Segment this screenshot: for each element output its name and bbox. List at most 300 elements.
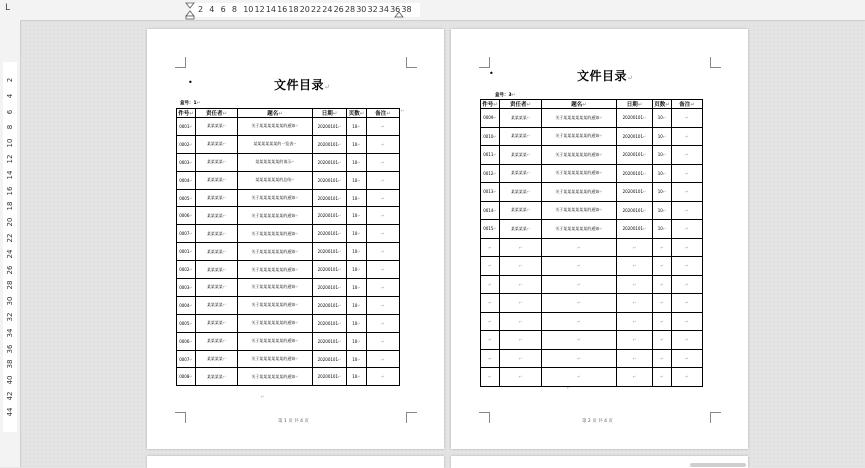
table-cell[interactable] <box>481 164 500 183</box>
table-cell[interactable] <box>238 207 313 225</box>
catalog-table[interactable] <box>480 99 703 387</box>
cell-text: 某某某某 <box>510 207 527 213</box>
table-row[interactable] <box>177 314 400 332</box>
table-cell[interactable] <box>177 261 196 279</box>
table-cell[interactable] <box>196 153 238 171</box>
table-row[interactable] <box>481 201 703 220</box>
table-row[interactable] <box>481 109 703 128</box>
cell-text: 10 <box>352 374 358 380</box>
table-row[interactable] <box>481 275 703 294</box>
table-row[interactable] <box>481 312 703 331</box>
table-cell[interactable] <box>347 118 367 136</box>
table-cell[interactable] <box>196 261 238 279</box>
table-cell[interactable] <box>238 225 313 243</box>
ruler-tick-label: 4 <box>6 93 14 99</box>
catalog-table[interactable] <box>176 108 400 386</box>
table-cell[interactable] <box>177 368 196 386</box>
table-cell[interactable] <box>653 275 672 294</box>
paragraph-mark-icon: ↵ <box>357 177 361 183</box>
horizontal-ruler[interactable] <box>20 0 865 21</box>
table-cell[interactable] <box>347 243 367 261</box>
list-bullet: • <box>188 78 193 87</box>
table-cell[interactable] <box>672 127 703 146</box>
cell-text: 10 <box>352 320 358 326</box>
table-cell[interactable] <box>500 183 542 202</box>
table-cell[interactable] <box>500 238 542 257</box>
table-cell[interactable] <box>672 294 703 313</box>
table-cell[interactable] <box>672 164 703 183</box>
column-header[interactable] <box>367 109 400 118</box>
paragraph-mark-icon: ↵ <box>577 281 581 287</box>
table-cell[interactable] <box>177 225 196 243</box>
table-cell[interactable] <box>617 146 653 165</box>
paragraph-mark-icon: ↵ <box>690 102 695 108</box>
table-cell[interactable] <box>238 153 313 171</box>
table-cell[interactable] <box>500 164 542 183</box>
table-cell[interactable] <box>313 368 347 386</box>
table-row[interactable] <box>481 183 703 202</box>
table-cell[interactable] <box>617 220 653 239</box>
table-cell[interactable] <box>177 279 196 297</box>
table-cell[interactable] <box>367 189 400 207</box>
tab-stop-icon[interactable]: L <box>5 3 11 13</box>
table-cell[interactable] <box>238 350 313 368</box>
table-cell[interactable] <box>177 189 196 207</box>
table-cell[interactable] <box>672 257 703 276</box>
paragraph-mark-icon: ↵ <box>357 302 361 308</box>
paragraph-mark-icon: ↵ <box>632 281 637 287</box>
table-cell[interactable] <box>196 189 238 207</box>
table-cell[interactable] <box>617 368 653 387</box>
table-cell[interactable] <box>367 332 400 350</box>
table-cell[interactable] <box>238 332 313 350</box>
table-cell[interactable] <box>367 153 400 171</box>
paragraph-mark-icon: ↵ <box>293 141 297 147</box>
table-cell[interactable] <box>367 279 400 297</box>
table-cell[interactable] <box>313 189 347 207</box>
table-cell[interactable] <box>313 243 347 261</box>
table-cell[interactable] <box>672 183 703 202</box>
paragraph-mark-icon: ↵ <box>381 177 385 183</box>
table-cell[interactable] <box>177 350 196 368</box>
table-cell[interactable] <box>481 238 500 257</box>
paragraph-mark-icon: ↵ <box>295 284 299 290</box>
cell-text: 某某某某 <box>206 284 223 290</box>
table-cell[interactable] <box>313 261 347 279</box>
table-cell[interactable] <box>196 171 238 189</box>
table-cell[interactable] <box>500 275 542 294</box>
page-footer[interactable]: 第 2 页 共 4 页 <box>582 419 613 424</box>
table-row[interactable] <box>481 257 703 276</box>
table-cell[interactable] <box>542 312 617 331</box>
paragraph-mark-icon: ↵ <box>295 266 299 272</box>
cell-text: 关于某某某某某某的通知 <box>251 123 296 129</box>
paragraph-mark-icon: ↵ <box>685 263 689 269</box>
right-indent-marker-icon[interactable] <box>394 0 406 20</box>
table-cell[interactable] <box>653 164 672 183</box>
table-cell[interactable] <box>672 201 703 220</box>
table-cell[interactable] <box>347 153 367 171</box>
table-cell[interactable] <box>617 238 653 257</box>
table-cell[interactable] <box>500 349 542 368</box>
table-row[interactable] <box>177 135 400 153</box>
column-header[interactable] <box>617 100 653 109</box>
table-row[interactable] <box>177 350 400 368</box>
cell-text: 10 <box>657 115 663 121</box>
table-cell[interactable] <box>617 331 653 350</box>
cell-text: 某某某某 <box>206 141 223 147</box>
table-cell[interactable] <box>500 146 542 165</box>
paragraph-mark-icon: ↵ <box>338 249 342 255</box>
table-cell[interactable] <box>347 189 367 207</box>
cell-text: 20200101 <box>622 152 643 158</box>
table-cell[interactable] <box>672 349 703 368</box>
table-cell[interactable] <box>653 220 672 239</box>
table-cell[interactable] <box>481 312 500 331</box>
table-cell[interactable] <box>500 257 542 276</box>
table-cell[interactable] <box>313 207 347 225</box>
table-cell[interactable] <box>196 118 238 136</box>
column-header[interactable] <box>653 100 672 109</box>
table-cell[interactable] <box>653 312 672 331</box>
table-cell[interactable] <box>196 332 238 350</box>
document-page-2[interactable] <box>451 29 748 449</box>
table-cell[interactable] <box>500 109 542 128</box>
table-cell[interactable] <box>347 350 367 368</box>
table-row[interactable] <box>177 118 400 136</box>
table-cell[interactable] <box>238 261 313 279</box>
column-header[interactable] <box>313 109 347 118</box>
table-cell[interactable] <box>313 314 347 332</box>
table-cell[interactable] <box>313 225 347 243</box>
table-cell[interactable] <box>617 183 653 202</box>
table-cell[interactable] <box>481 294 500 313</box>
paragraph-mark-icon: ↵ <box>295 212 299 218</box>
table-row[interactable] <box>481 164 703 183</box>
table-row[interactable] <box>481 349 703 368</box>
table-row[interactable] <box>177 153 400 171</box>
table-cell[interactable] <box>481 183 500 202</box>
table-cell[interactable] <box>500 312 542 331</box>
table-cell[interactable] <box>542 127 617 146</box>
document-page-3[interactable] <box>147 456 444 468</box>
table-cell[interactable] <box>177 118 196 136</box>
table-row[interactable] <box>177 368 400 386</box>
cell-text: 某某某某 <box>206 177 223 183</box>
table-cell[interactable] <box>367 171 400 189</box>
paragraph-mark-icon: ↵ <box>189 374 193 380</box>
table-row[interactable] <box>481 220 703 239</box>
paragraph-mark-icon: ↵ <box>632 263 637 269</box>
table-cell[interactable] <box>672 109 703 128</box>
table-cell[interactable] <box>347 225 367 243</box>
table-row[interactable] <box>177 261 400 279</box>
cell-text: 0001 <box>179 123 190 129</box>
table-cell[interactable] <box>177 153 196 171</box>
paragraph-mark-icon: ↵ <box>493 189 497 195</box>
table-row[interactable] <box>177 279 400 297</box>
cell-text: 某某某某某某的总结 <box>255 177 292 183</box>
table-cell[interactable] <box>313 350 347 368</box>
table-cell[interactable] <box>500 220 542 239</box>
table-cell[interactable] <box>196 350 238 368</box>
table-row[interactable] <box>177 296 400 314</box>
table-cell[interactable] <box>367 296 400 314</box>
table-cell[interactable] <box>542 238 617 257</box>
table-cell[interactable] <box>617 312 653 331</box>
table-cell[interactable] <box>672 146 703 165</box>
table-cell[interactable] <box>617 164 653 183</box>
table-cell[interactable] <box>481 368 500 387</box>
table-cell[interactable] <box>542 146 617 165</box>
paragraph-mark-icon: ↵ <box>338 177 342 183</box>
cell-text: 10 <box>352 123 358 129</box>
table-cell[interactable] <box>653 294 672 313</box>
paragraph-mark-icon: ↵ <box>632 374 637 380</box>
table-cell[interactable] <box>672 238 703 257</box>
table-cell[interactable] <box>238 118 313 136</box>
cell-text: 0003 <box>179 284 190 290</box>
paragraph-mark-icon: ↵ <box>359 111 365 117</box>
table-cell[interactable] <box>500 201 542 220</box>
table-cell[interactable] <box>481 127 500 146</box>
table-cell[interactable] <box>672 220 703 239</box>
table-cell[interactable] <box>347 135 367 153</box>
table-cell[interactable] <box>238 296 313 314</box>
table-cell[interactable] <box>196 296 238 314</box>
table-cell[interactable] <box>542 257 617 276</box>
table-cell[interactable] <box>653 146 672 165</box>
paragraph-mark-icon: ↵ <box>511 93 516 98</box>
table-cell[interactable] <box>617 127 653 146</box>
table-row[interactable] <box>177 189 400 207</box>
table-cell[interactable] <box>177 207 196 225</box>
table-cell[interactable] <box>617 201 653 220</box>
table-cell[interactable] <box>177 314 196 332</box>
table-cell[interactable] <box>653 109 672 128</box>
table-row[interactable] <box>481 331 703 350</box>
page-title[interactable]: 文件目录↵ <box>274 78 331 92</box>
cell-text: 20200101 <box>622 226 643 232</box>
table-cell[interactable] <box>481 331 500 350</box>
table-cell[interactable] <box>367 207 400 225</box>
column-header[interactable] <box>542 100 617 109</box>
paragraph-mark-icon: ↵ <box>338 356 342 362</box>
table-cell[interactable] <box>481 146 500 165</box>
table-cell[interactable] <box>347 207 367 225</box>
cell-text: 某某某某 <box>206 230 223 236</box>
column-header[interactable] <box>196 109 238 118</box>
cell-text: 20200101 <box>622 189 643 195</box>
table-row[interactable] <box>177 171 400 189</box>
cell-text: 0006 <box>179 213 190 219</box>
table-cell[interactable] <box>313 118 347 136</box>
document-page-1[interactable] <box>147 29 444 449</box>
volume-label[interactable]: 盒号：3↵ <box>495 93 516 98</box>
table-cell[interactable] <box>617 294 653 313</box>
table-cell[interactable] <box>481 109 500 128</box>
column-header[interactable] <box>500 100 542 109</box>
table-cell[interactable] <box>653 183 672 202</box>
table-cell[interactable] <box>313 279 347 297</box>
table-cell[interactable] <box>653 349 672 368</box>
table-row[interactable] <box>481 294 703 313</box>
table-cell[interactable] <box>196 135 238 153</box>
indent-marker-icon[interactable] <box>185 0 197 20</box>
tab-selector[interactable] <box>0 0 20 20</box>
paragraph-mark-icon: ↵ <box>685 170 689 176</box>
table-cell[interactable] <box>313 296 347 314</box>
table-cell[interactable] <box>500 368 542 387</box>
table-row[interactable] <box>481 146 703 165</box>
column-header[interactable] <box>238 109 313 118</box>
table-cell[interactable] <box>177 135 196 153</box>
table-cell[interactable] <box>313 153 347 171</box>
table-cell[interactable] <box>313 171 347 189</box>
table-cell[interactable] <box>177 243 196 261</box>
table-cell[interactable] <box>500 294 542 313</box>
ruler-tick-label: 36 <box>6 344 14 354</box>
table-cell[interactable] <box>617 109 653 128</box>
table-cell[interactable] <box>672 331 703 350</box>
page-footer[interactable]: 第 1 页 共 4 页 <box>278 419 309 424</box>
table-cell[interactable] <box>672 368 703 387</box>
table-cell[interactable] <box>238 171 313 189</box>
paragraph-mark-icon: ↵ <box>357 159 361 165</box>
table-cell[interactable] <box>196 368 238 386</box>
table-cell[interactable] <box>542 201 617 220</box>
page-title[interactable]: 文件目录↵ <box>577 69 634 83</box>
table-cell[interactable] <box>672 312 703 331</box>
table-cell[interactable] <box>177 171 196 189</box>
table-cell[interactable] <box>238 368 313 386</box>
table-cell[interactable] <box>481 257 500 276</box>
table-cell[interactable] <box>238 314 313 332</box>
paragraph-mark-icon: ↵ <box>357 231 361 237</box>
table-cell[interactable] <box>500 331 542 350</box>
cell-text: 某某某某 <box>510 133 527 139</box>
table-row[interactable] <box>177 225 400 243</box>
table-cell[interactable] <box>367 314 400 332</box>
column-header[interactable] <box>177 109 196 118</box>
cell-text: 0001 <box>179 249 190 255</box>
paragraph-mark-icon: ↵ <box>222 159 227 165</box>
column-header[interactable] <box>672 100 703 109</box>
table-cell[interactable] <box>481 220 500 239</box>
table-cell[interactable] <box>542 294 617 313</box>
table-cell[interactable] <box>313 135 347 153</box>
table-cell[interactable] <box>653 238 672 257</box>
table-cell[interactable] <box>617 349 653 368</box>
table-cell[interactable] <box>238 243 313 261</box>
table-cell[interactable] <box>542 183 617 202</box>
horizontal-scrollbar[interactable] <box>690 463 746 467</box>
paragraph-mark-icon: ↵ <box>632 355 637 361</box>
table-cell[interactable] <box>367 243 400 261</box>
table-cell[interactable] <box>653 127 672 146</box>
volume-label[interactable]: 盒号：1↵ <box>180 101 201 106</box>
table-cell[interactable] <box>542 109 617 128</box>
table-cell[interactable] <box>367 261 400 279</box>
table-cell[interactable] <box>542 220 617 239</box>
table-cell[interactable] <box>542 164 617 183</box>
table-cell[interactable] <box>196 279 238 297</box>
table-cell[interactable] <box>347 261 367 279</box>
table-cell[interactable] <box>238 135 313 153</box>
cell-text: 关于某某某某某某的通知 <box>251 266 296 272</box>
paragraph-mark-icon: ↵ <box>196 101 201 106</box>
paragraph-mark-icon: ↵ <box>222 123 227 129</box>
table-cell[interactable] <box>367 135 400 153</box>
column-header[interactable] <box>481 100 500 109</box>
cell-text: 20200101 <box>317 374 338 380</box>
table-cell[interactable] <box>238 279 313 297</box>
table-cell[interactable] <box>617 275 653 294</box>
table-cell[interactable] <box>653 368 672 387</box>
ruler-tick-label: 18 <box>6 201 14 211</box>
table-row[interactable] <box>481 368 703 387</box>
table-cell[interactable] <box>672 275 703 294</box>
cell-text: 20200101 <box>317 159 338 165</box>
table-row[interactable] <box>481 238 703 257</box>
table-row[interactable] <box>481 127 703 146</box>
table-cell[interactable] <box>653 331 672 350</box>
paragraph-mark-icon: ↵ <box>662 152 667 158</box>
table-cell[interactable] <box>481 275 500 294</box>
table-cell[interactable] <box>196 225 238 243</box>
table-cell[interactable] <box>313 332 347 350</box>
table-cell[interactable] <box>177 296 196 314</box>
table-cell[interactable] <box>481 201 500 220</box>
table-cell[interactable] <box>177 332 196 350</box>
table-cell[interactable] <box>196 207 238 225</box>
table-cell[interactable] <box>542 331 617 350</box>
table-cell[interactable] <box>367 368 400 386</box>
table-cell[interactable] <box>347 171 367 189</box>
cell-text: 关于某某某某某某的通知 <box>251 302 296 308</box>
table-cell[interactable] <box>617 257 653 276</box>
table-cell[interactable] <box>367 225 400 243</box>
table-cell[interactable] <box>542 349 617 368</box>
table-row[interactable] <box>177 207 400 225</box>
table-cell[interactable] <box>542 275 617 294</box>
table-cell[interactable] <box>367 118 400 136</box>
table-cell[interactable] <box>196 314 238 332</box>
paragraph-mark-icon: ↵ <box>493 115 497 121</box>
column-header[interactable] <box>347 109 367 118</box>
table-cell[interactable] <box>196 243 238 261</box>
vertical-ruler[interactable] <box>0 20 21 467</box>
cell-text: 20200101 <box>317 284 338 290</box>
table-cell[interactable] <box>347 296 367 314</box>
table-cell[interactable] <box>347 332 367 350</box>
table-row[interactable] <box>177 243 400 261</box>
cell-text: 某某某某 <box>510 151 527 157</box>
table-cell[interactable] <box>238 189 313 207</box>
column-header-label: 日期 <box>321 111 333 117</box>
table-cell[interactable] <box>542 368 617 387</box>
table-cell[interactable] <box>500 127 542 146</box>
table-cell[interactable] <box>481 349 500 368</box>
table-cell[interactable] <box>367 350 400 368</box>
table-cell[interactable] <box>347 279 367 297</box>
table-cell[interactable] <box>347 314 367 332</box>
table-cell[interactable] <box>347 368 367 386</box>
table-cell[interactable] <box>653 257 672 276</box>
table-row[interactable] <box>177 332 400 350</box>
table-cell[interactable] <box>653 201 672 220</box>
ruler-tick-label: 32 <box>6 312 14 322</box>
